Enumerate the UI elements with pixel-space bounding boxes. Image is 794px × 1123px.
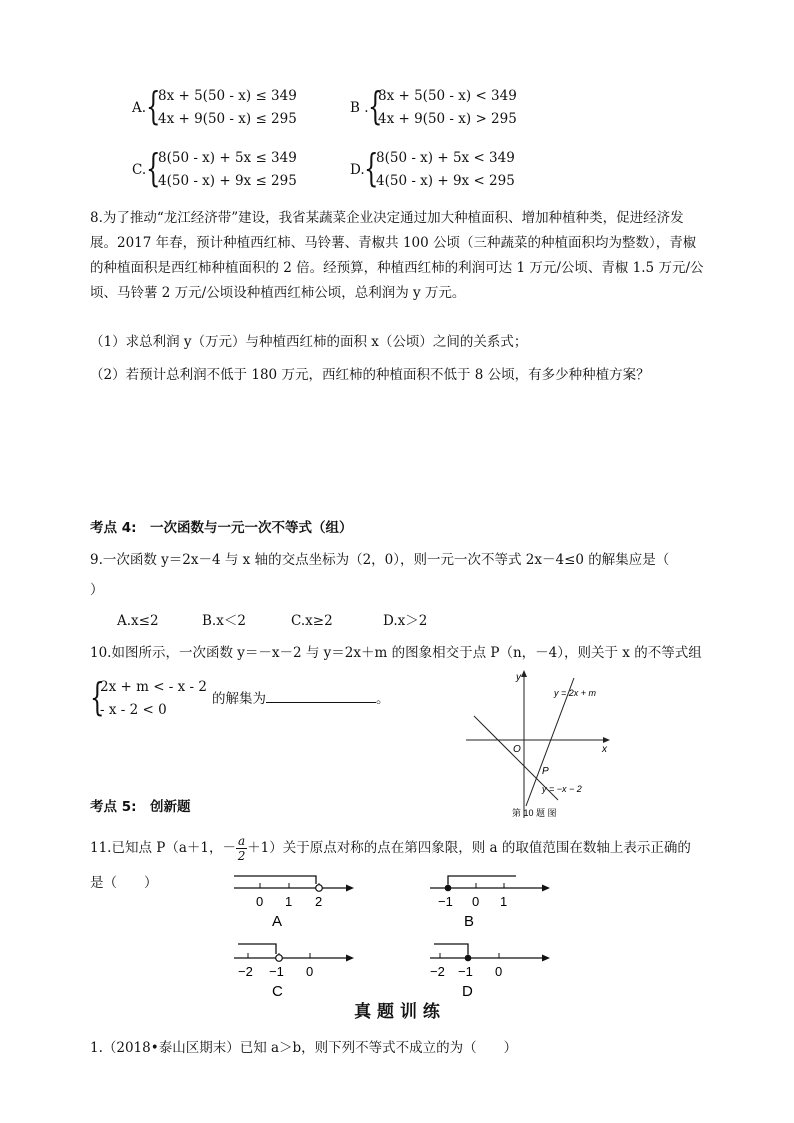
system-suffix — [212, 688, 390, 709]
inequality-line-1: 8(50 - x) + 5x ≤ 349 — [158, 150, 297, 166]
q10-figure — [462, 666, 618, 822]
brace: { — [146, 146, 161, 190]
line-y-neg-x-minus-2-label: y = −x − 2 — [542, 784, 582, 794]
q8-intro: 8.为了推动“龙江经济带”建设，我省某蔬菜企业决定通过加大种植面积、增加种植种类，促进经济发展。2017 年春，预计种植西红柿、马铃薯、青椒共 100 公顷（三种蔬菜的种植面积均为整数），青椒的种植面积是西红柿种植面积的 2 倍。经预算，种植西红柿的利润可达 1 万元/公顷、青椒 1.5 万元/公顷、马铃薯 2 万元/公顷设种植西红柿公顷，总利润为 y 万元。 — [90, 210, 704, 301]
suffix-end: 。 — [376, 691, 390, 707]
q8-part2: （2）若预计总利润不低于 180 万元，西红柿的种植面积不低于 8 公顷，有多少种种植方案？ — [90, 367, 650, 383]
q10-text: 10.如图所示，一次函数 y＝－x－2 与 y＝2x＋m 的图象相交于点 P（n，－4），则关于 x 的不等式组 — [90, 645, 702, 661]
fraction-denominator: 2 — [237, 849, 246, 863]
solution-ray — [448, 876, 516, 884]
option-label: B — [464, 913, 475, 930]
closed-endpoint — [445, 885, 452, 892]
system-line-2: - x - 2 < 0 — [100, 702, 167, 718]
tick-label-0: −2 — [238, 964, 253, 979]
tick-label-2: 0 — [306, 964, 314, 979]
solution-ray — [234, 876, 316, 884]
q9-option-b: B.x＜2 — [202, 613, 246, 629]
q7-option-a — [132, 84, 352, 132]
q7-option-b — [350, 84, 570, 132]
option-label: C — [272, 983, 283, 1000]
q9-text: 9.一次函数 y＝2x－4 与 x 轴的交点坐标为（2，0），则一元一次不等式 2x－4≤0 的解集应是（ — [90, 552, 670, 568]
axis-arrow — [542, 955, 550, 962]
inequality-line-1: 8x + 5(50 - x) < 349 — [378, 88, 517, 104]
inequality-line-1: 8x + 5(50 - x) ≤ 349 — [158, 88, 297, 104]
tick-label-2: 0 — [495, 964, 503, 979]
numberline-a[interactable] — [230, 868, 360, 932]
tick-label-0: −1 — [438, 894, 453, 909]
figure-caption: 第 10 题 图 — [512, 808, 557, 818]
closed-endpoint — [465, 955, 472, 962]
option-label: C. — [132, 162, 147, 178]
suffix-text: 的解集为 — [212, 691, 266, 707]
solution-ray — [434, 944, 468, 954]
option-label: B . — [350, 100, 369, 116]
tick-label-1: 0 — [472, 894, 480, 909]
section-5-title: 考点 5: 创新题 — [90, 799, 191, 815]
option-label: A. — [132, 100, 147, 116]
option-label: A — [272, 913, 283, 930]
q11-line2: 是（ ） — [90, 875, 158, 891]
y-axis-arrow — [521, 670, 527, 677]
origin-label: O — [513, 744, 521, 755]
q9-option-c: C.x≥2 — [291, 613, 333, 629]
x-axis-label: x — [602, 744, 607, 755]
inequality-line-2: 4(50 - x) + 9x ≤ 295 — [158, 173, 297, 189]
option-label: D — [462, 983, 473, 1000]
tick-label-2: 1 — [500, 894, 508, 909]
q11-text-before: 11.已知点 P（a＋1，－ — [90, 840, 236, 856]
open-endpoint — [316, 885, 323, 892]
fraction-a-over-2 — [236, 834, 247, 863]
q8-part1: （1）求总利润 y（万元）与种植西红柿的面积 x（公顷）之间的关系式； — [90, 334, 528, 350]
q7-option-d — [350, 146, 570, 194]
option-label: D. — [350, 162, 365, 178]
q9-option-d: D.x＞2 — [383, 613, 428, 629]
open-endpoint — [276, 955, 283, 962]
training-q1: 1.（2018•泰山区期末）已知 a＞b，则下列不等式不成立的为（ ） — [90, 1040, 518, 1056]
brace: { — [368, 84, 383, 128]
brace: { — [90, 675, 105, 719]
tick-label-0: 0 — [256, 894, 264, 909]
y-axis-label: y — [516, 672, 521, 683]
numberline-c[interactable] — [230, 936, 360, 1000]
brace: { — [146, 84, 161, 128]
inequality-line-1: 8(50 - x) + 5x < 349 — [376, 150, 515, 166]
x-axis-arrow — [603, 737, 610, 743]
tick-label-1: 1 — [285, 894, 293, 909]
q11-text — [90, 834, 691, 863]
tick-label-1: −1 — [458, 964, 473, 979]
training-title: 真 题 训 练 — [354, 1002, 440, 1022]
tick-label-1: −1 — [269, 964, 284, 979]
inequality-line-2: 4x + 9(50 - x) > 295 — [378, 111, 517, 127]
axis-arrow — [542, 885, 550, 892]
brace: { — [364, 146, 379, 190]
tick-label-2: 2 — [315, 894, 323, 909]
line-y-2x-plus-m-label: y = 2x + m — [554, 688, 597, 698]
section-4-title: 考点 4: 一次函数与一元一次不等式（组） — [90, 520, 353, 536]
answer-blank[interactable] — [266, 688, 376, 703]
fraction-numerator: a — [237, 834, 246, 848]
q11-text-after: ＋1）关于原点对称的点在第四象限，则 a 的取值范围在数轴上表示正确的 — [247, 840, 691, 856]
system-line-1: 2x + m < - x - 2 — [100, 679, 207, 695]
inequality-line-2: 4(50 - x) + 9x < 295 — [376, 173, 515, 189]
axis-arrow — [346, 885, 354, 892]
q7-option-c — [132, 146, 352, 194]
numberline-b[interactable] — [426, 868, 556, 932]
inequality-line-2: 4x + 9(50 - x) ≤ 295 — [158, 111, 297, 127]
q9-option-a: A.x≤2 — [117, 613, 159, 629]
axis-arrow — [346, 955, 354, 962]
point-p-label: P — [542, 766, 549, 777]
solution-ray — [238, 944, 276, 954]
q10-inequality-system — [90, 674, 450, 724]
tick-label-0: −2 — [430, 964, 445, 979]
numberline-d[interactable] — [426, 936, 556, 1000]
q9-close: ） — [90, 582, 104, 598]
